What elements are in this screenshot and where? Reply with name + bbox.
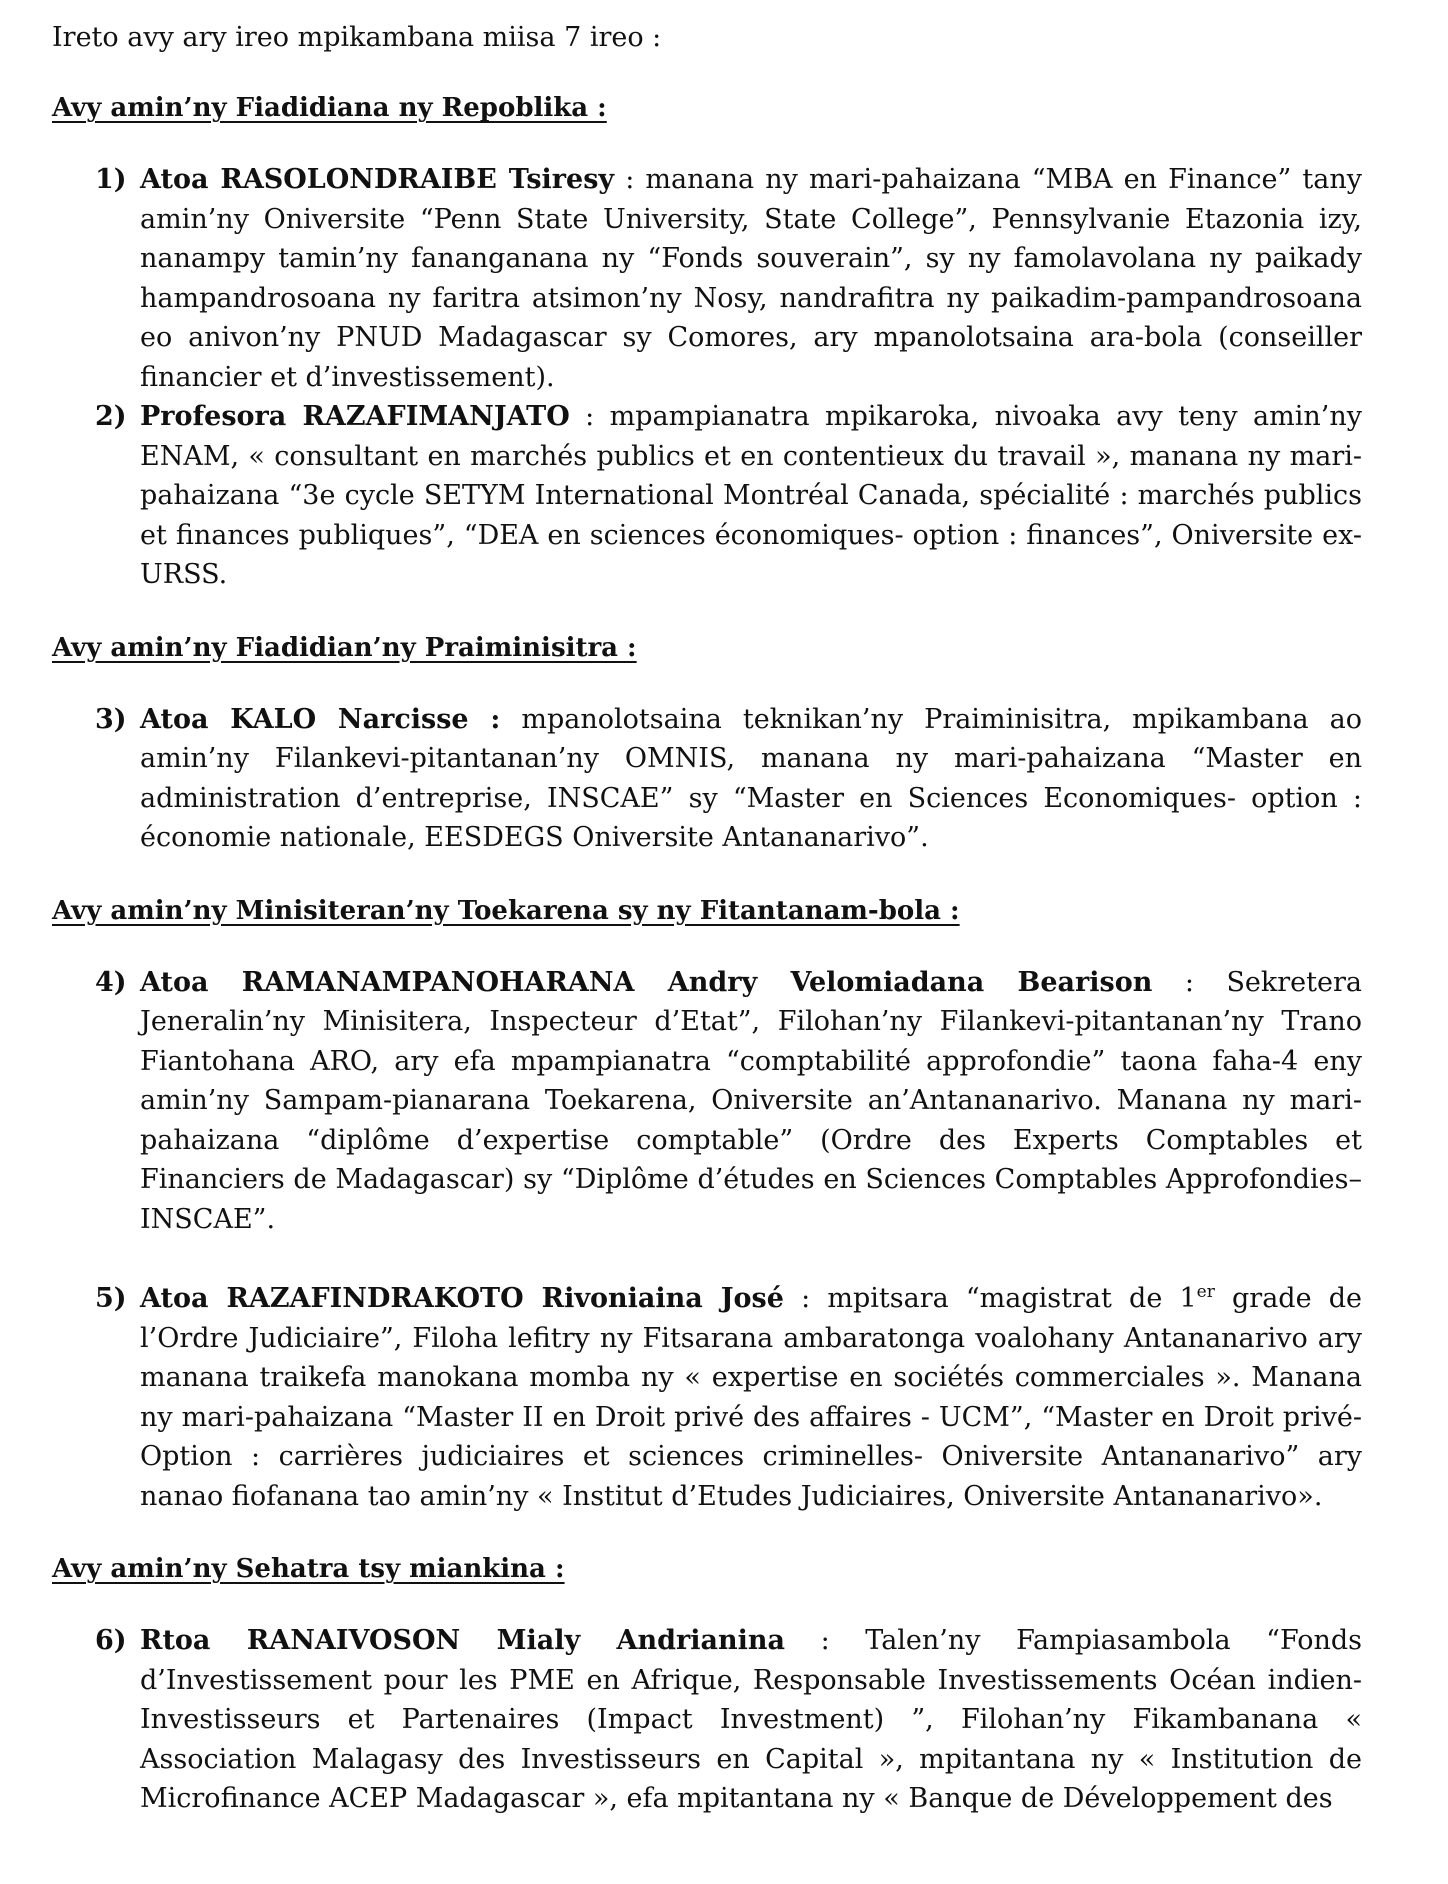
member-item-3 xyxy=(52,700,1362,858)
member-item-4 xyxy=(52,963,1362,1240)
member-number: 6) xyxy=(95,1625,127,1656)
member-item-5 xyxy=(52,1279,1362,1516)
member-number: 2) xyxy=(95,401,127,432)
member-details: mpanolotsaina teknikan’ny Praiminisitra, mpikambana ao amin’ny Filankevi-pitantanan’ny OMNIS, manana ny mari-pahaizana “Master en administration d’entreprise, INSCAE” sy “Master en Sciences Economiques- option : économie nationale, EESDEGS Oniversite Antananarivo”. xyxy=(140,703,1362,853)
member-details: : Sekretera Jeneralin’ny Minisitera, Inspecteur d’Etat”, Filohan’ny Filankevi-pitantanan’ny Trano Fiantohana ARO, ary efa mpampianatra “comptabilité approfondie” taona faha-4 eny amin’ny Sampam-pianarana Toekarena, Oniversite an’Antananarivo. Manana ny mari-pahaizana “diplôme d’expertise comptable” (Ordre des Experts Comptables et Financiers de Madagascar) sy “Diplôme d’études en Sciences Comptables Approfondies– INSCAE”. xyxy=(140,966,1362,1235)
member-item-6 xyxy=(52,1621,1362,1819)
section-heading-minisitera-toekarena: Avy amin’ny Minisiteran’ny Toekarena sy ny Fitantanam-bola : xyxy=(52,895,960,926)
member-description xyxy=(140,700,1362,858)
member-name: Profesora RAZAFIMANJATO xyxy=(140,401,570,432)
member-description xyxy=(140,1621,1362,1819)
member-name: Rtoa RANAIVOSON Mialy Andrianina xyxy=(140,1625,786,1656)
member-details: : Talen’ny Fampiasambola “Fonds d’Investissement pour les PME en Afrique, Responsable Investissements Océan indien- Investisseurs et Partenaires (Impact Investment) ”, Filohan’ny Fikambanana « Association Malagasy des Investisseurs en Capital », mpitantana ny « Institution de Microfinance ACEP Madagascar », efa mpitantana ny « Banque de Développement des xyxy=(140,1625,1362,1814)
document-page xyxy=(52,18,1362,1819)
section-heading-sehatra-tsy-miankina: Avy amin’ny Sehatra tsy miankina : xyxy=(52,1554,565,1584)
member-item-1 xyxy=(52,160,1362,397)
member-description xyxy=(140,160,1362,397)
member-details: : mpitsara “magistrat de 1 xyxy=(783,1283,1197,1314)
superscript-er: er xyxy=(1196,1282,1215,1302)
member-name: Atoa KALO Narcisse : xyxy=(140,703,501,735)
member-number: 5) xyxy=(95,1283,127,1314)
member-details: : mpampianatra mpikaroka, nivoaka avy teny amin’ny ENAM, « consultant en marchés publics et en contentieux du travail », manana ny mari-pahaizana “3e cycle SETYM International Montréal Canada, spécialité : marchés publics et finances publiques”, “DEA en sciences économiques- option : finances”, Oniversite ex-URSS. xyxy=(140,401,1362,590)
member-number: 3) xyxy=(95,703,127,735)
member-description xyxy=(140,1279,1362,1516)
member-name: Atoa RAZAFINDRAKOTO Rivoniaina José xyxy=(140,1283,784,1314)
intro-text: Ireto avy ary ireo mpikambana miisa 7 ireo : xyxy=(52,22,662,53)
member-description xyxy=(140,397,1362,595)
member-number: 4) xyxy=(95,966,127,998)
member-name: Atoa RAMANAMPANOHARANA Andry Velomiadana Bearison xyxy=(140,966,1153,998)
member-description xyxy=(140,963,1362,1240)
member-number: 1) xyxy=(95,164,127,195)
member-details: : manana ny mari-pahaizana “MBA en Finance” tany amin’ny Oniversite “Penn State University, State College”, Pennsylvanie Etazonia izy, nanampy tamin’ny fananganana ny “Fonds souverain”, sy ny famolavolana ny paikady hampandrosoana ny faritra atsimon’ny Nosy, nandrafitra ny paikadim-pampandrosoana eo anivon’ny PNUD Madagascar sy Comores, ary mpanolotsaina ara-bola (conseiller financier et d’investissement). xyxy=(140,164,1362,393)
member-item-2 xyxy=(52,397,1362,595)
member-name: Atoa RASOLONDRAIBE Tsiresy xyxy=(140,164,615,195)
section-heading-fiadidiana-praiminisitra: Avy amin’ny Fiadidian’ny Praiminisitra : xyxy=(52,632,637,663)
section-heading-fiadidiana-repoblika: Avy amin’ny Fiadidiana ny Repoblika : xyxy=(52,93,607,123)
member-details-cont: grade de l’Ordre Judiciaire”, Filoha lefitry ny Fitsarana ambaratonga voalohany Antananarivo ary manana traikefa manokana momba ny « expertise en sociétés commerciales ». Manana ny mari-pahaizana “Master II en Droit privé des affaires - UCM”, “Master en Droit privé- Option : carrières judiciaires et sciences criminelles- Oniversite Antananarivo” ary nanao fiofanana tao amin’ny « Institut d’Etudes Judiciaires, Oniversite Antananarivo». xyxy=(140,1283,1362,1512)
